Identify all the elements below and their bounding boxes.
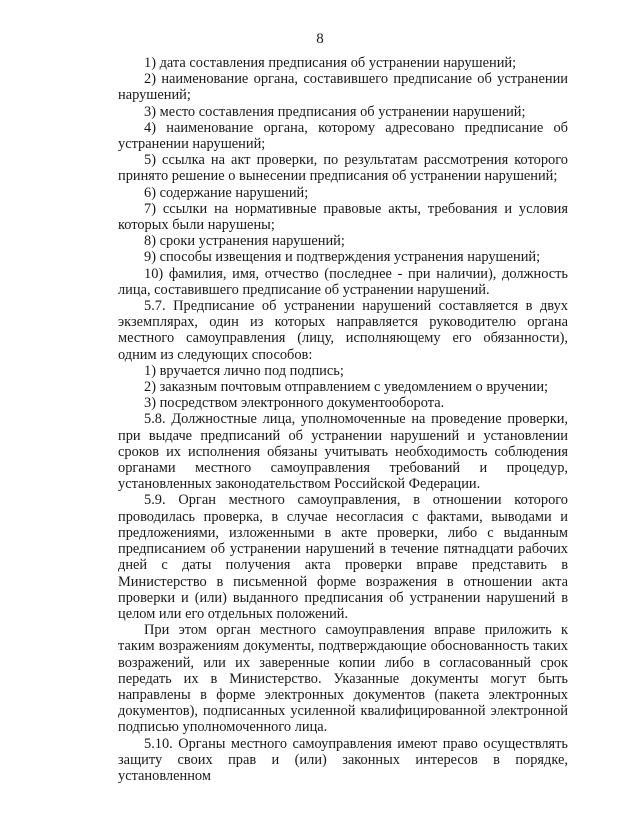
list-item: 9) способы извещения и подтверждения устранения нарушений; [144, 249, 541, 266]
section-paragraph: 5.7. Предписание об устранении нарушений составляется в двух экземплярах, один из которых направляется руководителю органа местного самоуправления (лицу, исполняющему его обязанности), одним из следующих способов: [118, 298, 568, 363]
section-paragraph: 5.8. Должностные лица, уполномоченные на проведение проверки, при выдаче предписаний об устранении нарушений и установлении сроков их исполнения обязаны учитывать необходимость соблюдения органами местного самоуправления требований и процедур, установленных законодательством Российской Федерации. [118, 411, 568, 493]
list-item: 2) наименование органа, составившего предписание об устранении нарушений; [118, 71, 568, 104]
list-item: 3) место составления предписания об устранении нарушений; [144, 103, 526, 120]
list-item: 7) ссылки на нормативные правовые акты, требования и условия которых были нарушены; [118, 200, 568, 234]
page-number: 8 [316, 31, 324, 47]
list-item: 2) заказным почтовым отправлением с уведомлением о вручении; [144, 379, 549, 396]
document-body [118, 55, 568, 784]
list-item: 8) сроки устранения нарушений; [144, 233, 345, 250]
list-item: 4) наименование органа, которому адресовано предписание об устранении нарушений; [118, 119, 568, 153]
list-item: 5) ссылка на акт проверки, по результатам рассмотрения которого принято решение о вынесении предписания об устранении нарушений; [118, 152, 568, 185]
body-paragraph: При этом орган местного самоуправления вправе приложить к таким возражениям документы, подтверждающие обоснованность таких возражений, или их заверенные копии либо в согласованный срок передать их в Министерство. Указанные документы могут быть направлены в форме электронных документов (пакета электронных документов), подписанных усиленной квалифицированной электронной подписью уполномоченного лица. [118, 622, 568, 736]
list-item: 6) содержание нарушений; [144, 184, 309, 201]
section-paragraph: 5.10. Органы местного самоуправления имеют право осуществлять защиту своих прав и (или) законных интересов в порядке, установленном [118, 735, 568, 784]
list-item: 1) вручается лично под подпись; [144, 362, 344, 379]
list-item: 3) посредством электронного документооборота. [144, 395, 445, 412]
list-item: 1) дата составления предписания об устранении нарушений; [144, 55, 517, 71]
list-item: 10) фамилия, имя, отчество (последнее - при наличии), должность лица, составившего предписание об устранении нарушений. [118, 265, 568, 298]
section-paragraph: 5.9. Орган местного самоуправления, в отношении которого проводилась проверка, в случае несогласия с фактами, выводами и предложениями, изложенными в акте проверки, либо с выданным предписанием об устранении нарушений в течение пятнадцати рабочих дней с даты получения акта проверки вправе представить в Министерство в письменной форме возражения в отношении акта проверки и (или) выданного предписания об устранении нарушений в целом или его отдельных положений. [118, 492, 568, 622]
